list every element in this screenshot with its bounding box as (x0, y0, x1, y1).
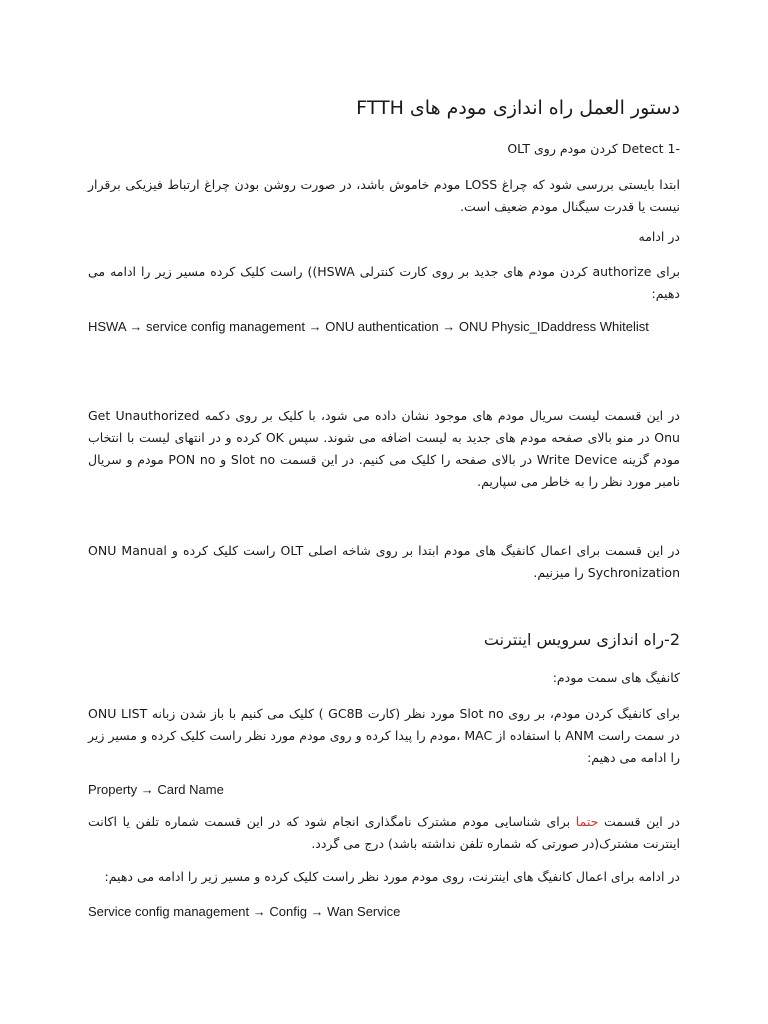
emphasis-text: حتما (575, 814, 599, 829)
section1-paragraph-4: در این قسمت لیست سریال مودم های موجود نشان داده می شود، با کلیک بر روی دکمه Get Unauthorized Onu در منو بالای صفحه مودم های جدید به لیست اضافه می شوند. سپس OK کرده و در انتهای لیست با انتخاب مودم گزینه Write Device در بالای صفحه را کلیک می کنیم. در این قسمت Slot no و PON no مودم و سریال نامبر مورد نظر را به خاطر می سپاریم. (88, 408, 680, 489)
section2-paragraph-4: در ادامه برای اعمال کانفیگ های اینترنت، روی مودم مورد نظر راست کلیک کرده و مسیر زیر را ادامه می دهیم: (104, 869, 680, 884)
section1-menu-path: HSWA → service config management → ONU authentication → ONU Physic_IDaddress Whitelist (88, 319, 649, 334)
section2-paragraph-2: برای کانفیگ کردن مودم، بر روی Slot no مورد نظر (کارت GC8B ) کلیک می کنیم با باز شدن زبانه ONU LIST در سمت راست ANM با استفاده از MAC ،مودم را پیدا کرده و روی مودم مورد نظر راست کلیک کرده و مسیر زیر را ادامه می دهیم: (88, 706, 680, 765)
page-title: دستور العمل راه اندازی مودم های FTTH (356, 97, 680, 119)
section2-heading: 2-راه اندازی سرویس اینترنت (483, 630, 680, 649)
section2-p3-end: برای شناسایی مودم مشترک نامگذاری انجام شود که در این قسمت شماره تلفن یا اکانت اینترنت مشترک(در صورتی که شماره تلفن نداشته باشد) درج می گردد. (88, 814, 680, 851)
section1-paragraph-5: در این قسمت برای اعمال کانفیگ های مودم ابتدا بر روی شاخه اصلی OLT راست کلیک کرده و ONU Manual Sychronization را میزنیم. (88, 543, 681, 580)
section2-menu-path-1: Property → Card Name (88, 782, 224, 797)
section2-p3-start: در این قسمت (598, 814, 680, 829)
section2-menu-path-2: Service config management → Config → Wan Service (88, 904, 401, 919)
section1-heading: -1 Detect کردن مودم روی OLT (507, 141, 680, 156)
section2-paragraph-1: کانفیگ های سمت مودم: (552, 670, 680, 685)
section2-paragraph-3 (88, 811, 680, 855)
section1-paragraph-1: ابتدا بایستی بررسی شود که چراغ LOSS مودم خاموش باشد، در صورت روشن بودن چراغ ارتباط فیزیکی برقرار نیست یا قدرت سیگنال مودم ضعیف است. (88, 177, 680, 214)
section1-paragraph-2: در ادامه (638, 229, 680, 244)
section1-paragraph-3: برای authorize کردن مودم های جدید بر روی کارت کنترلی HSWA)) راست کلیک کرده مسیر زیر را ادامه می دهیم: (88, 264, 680, 301)
